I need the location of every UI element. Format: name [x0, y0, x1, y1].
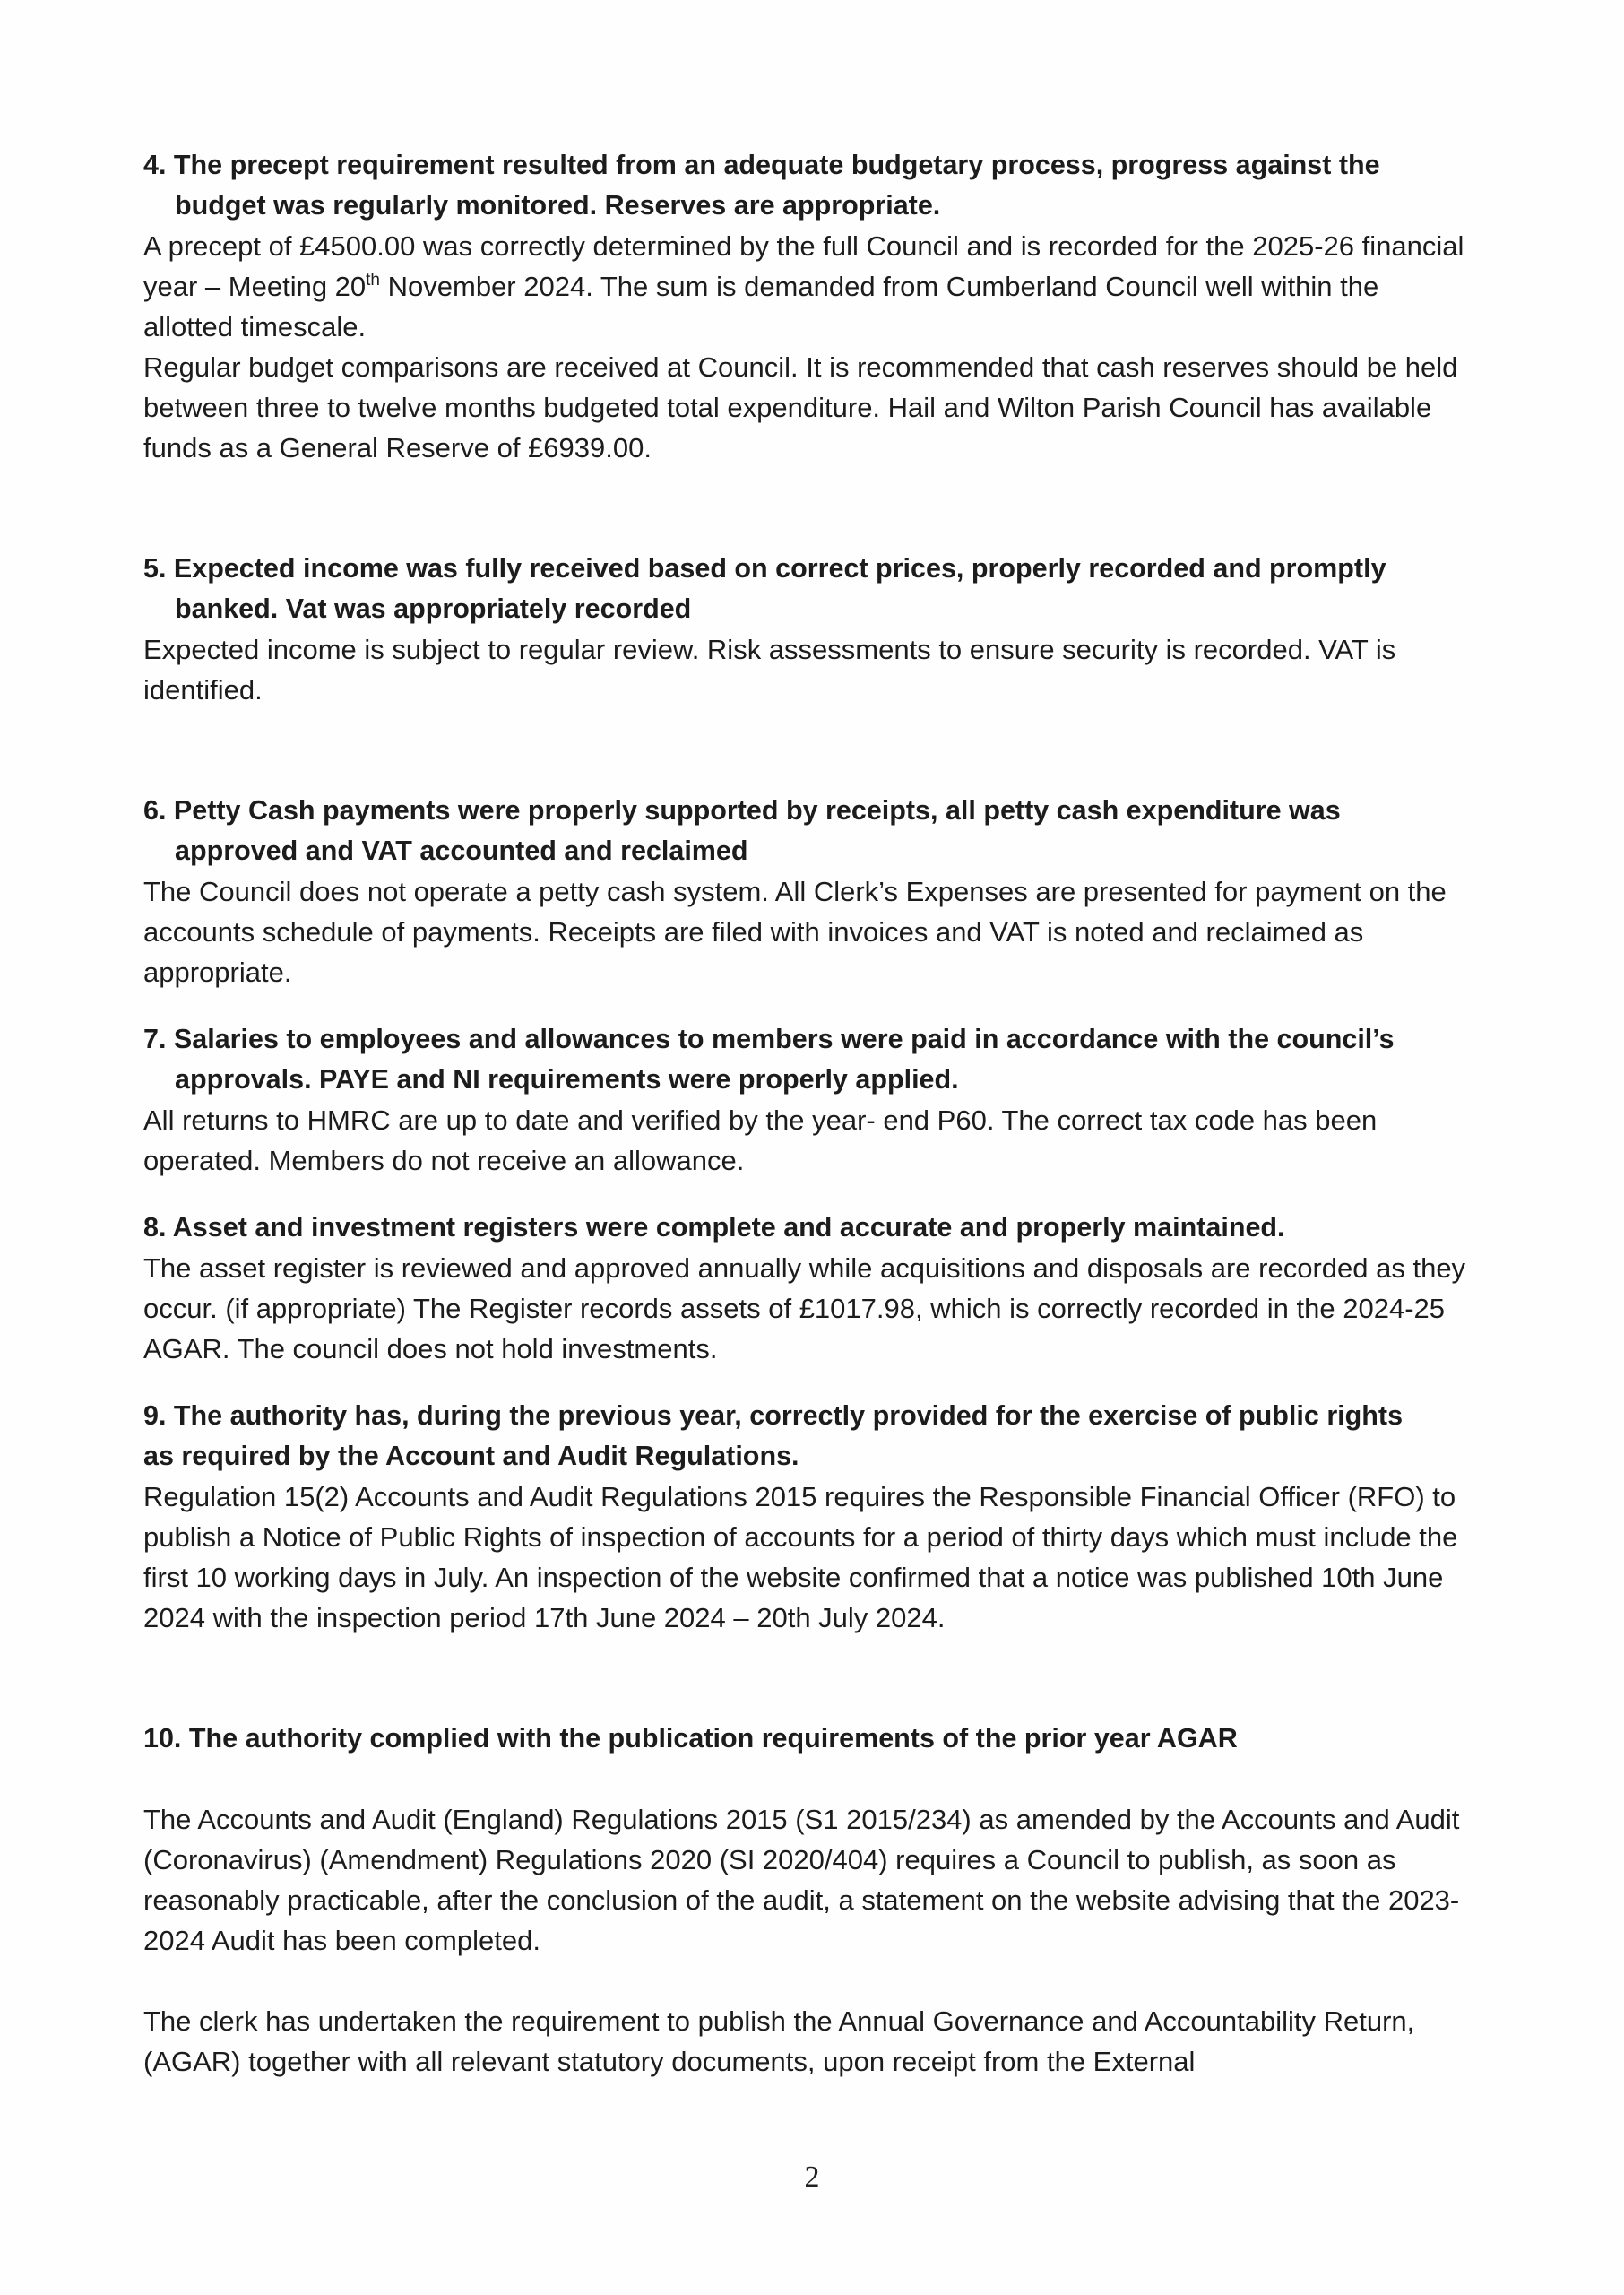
section-4-p1-text-a: A precept of £4500.00 was correctly determined by the full Council and is recorded for the 2025-26 financial year – Meeting 20	[143, 230, 1464, 302]
section-6-paragraph-1: The Council does not operate a petty cash system. All Clerk’s Expenses are presented for payment on the accounts schedule of payments. Receipts are filed with invoices and VAT is noted and reclaimed as appropriate.	[143, 876, 1447, 988]
section-4-paragraph-2: Regular budget comparisons are received at Council. It is recommended that cash reserves should be held between three to twelve months budgeted total expenditure. Hail and Wilton Parish Council has available funds as a General Reserve of £6939.00.	[143, 351, 1458, 463]
section-6-heading-line2: approved and VAT accounted and reclaimed	[175, 836, 748, 866]
section-10-paragraph-2: The clerk has undertaken the requirement to publish the Annual Governance and Accountability Return, (AGAR) together with all relevant statutory documents, upon receipt from the External	[143, 2005, 1415, 2077]
section-7-heading	[143, 1019, 1470, 1100]
section-5-paragraph-1: Expected income is subject to regular review. Risk assessments to ensure security is recorded. VAT is identified.	[143, 634, 1396, 706]
document-body	[143, 145, 1470, 2082]
spacer	[143, 710, 1470, 791]
section-5-heading-line2: banked. Vat was appropriately recorded	[175, 593, 692, 624]
section-7	[143, 1019, 1470, 1181]
section-10	[143, 1719, 1470, 2082]
section-8-paragraph-1: The asset register is reviewed and approved annually while acquisitions and disposals are recorded as they occur. (if appropriate) The Register records assets of £1017.98, which is correctly recorded in the 2024-25 AGAR. The council does not hold investments.	[143, 1252, 1466, 1364]
section-5	[143, 549, 1470, 710]
spacer	[143, 468, 1470, 549]
spacer	[143, 1759, 1470, 1799]
section-9-paragraph-1: Regulation 15(2) Accounts and Audit Regulations 2015 requires the Responsible Financial Officer (RFO) to publish a Notice of Public Rights of inspection of accounts for a period of thirty days which must include the first 10 working days in July. An inspection of the website confirmed that a notice was published 10th June 2024 with the inspection period 17th June 2024 – 20th July 2024.	[143, 1481, 1458, 1633]
section-8-heading	[143, 1208, 1470, 1248]
section-9-heading-line1: 9. The authority has, during the previous year, correctly provided for the exercise of public rights	[143, 1400, 1404, 1431]
section-9-heading-line2: as required by the Account and Audit Regulations.	[143, 1441, 799, 1471]
section-9	[143, 1396, 1470, 1638]
spacer	[143, 1181, 1470, 1208]
section-4-heading-line2: budget was regularly monitored. Reserves are appropriate.	[175, 190, 941, 221]
spacer	[143, 1961, 1470, 2001]
section-10-heading	[143, 1719, 1470, 1759]
section-9-heading	[143, 1396, 1470, 1477]
section-5-heading-line1: 5. Expected income was fully received based on correct prices, properly recorded and promptly	[143, 553, 1386, 584]
page-number: 2	[804, 2161, 820, 2194]
spacer	[143, 992, 1470, 1019]
section-4-p1-text-b: November 2024. The sum is demanded from Cumberland Council well within the allotted timescale.	[143, 271, 1379, 342]
section-5-heading	[143, 549, 1470, 629]
section-4-heading	[143, 145, 1470, 226]
section-6-heading-line1: 6. Petty Cash payments were properly supported by receipts, all petty cash expenditure was	[143, 795, 1341, 826]
section-10-paragraph-1: The Accounts and Audit (England) Regulations 2015 (S1 2015/234) as amended by the Accounts and Audit (Coronavirus) (Amendment) Regulations 2020 (SI 2020/404) requires a Council to publish, as soon as reasonably practicable, after the conclusion of the audit, a statement on the website advising that the 2023-2024 Audit has been completed.	[143, 1804, 1460, 1956]
section-4-heading-line1: 4. The precept requirement resulted from an adequate budgetary process, progress against the	[143, 150, 1380, 180]
section-7-heading-line1: 7. Salaries to employees and allowances to members were paid in accordance with the council’s	[143, 1024, 1395, 1054]
section-7-heading-line2: approvals. PAYE and NI requirements were properly applied.	[175, 1064, 959, 1095]
section-4	[143, 145, 1470, 468]
section-10-heading-line1: 10. The authority complied with the publication requirements of the prior year AGAR	[143, 1723, 1238, 1754]
section-8	[143, 1208, 1470, 1369]
section-7-paragraph-1: All returns to HMRC are up to date and verified by the year- end P60. The correct tax code has been operated. Members do not receive an allowance.	[143, 1104, 1378, 1176]
spacer	[143, 1369, 1470, 1396]
section-8-heading-line1: 8. Asset and investment registers were complete and accurate and properly maintained.	[143, 1212, 1285, 1243]
section-4-p1-superscript: th	[366, 271, 381, 290]
section-6	[143, 791, 1470, 992]
section-4-paragraph-1	[143, 226, 1470, 347]
section-6-heading	[143, 791, 1470, 871]
spacer	[143, 1638, 1470, 1719]
